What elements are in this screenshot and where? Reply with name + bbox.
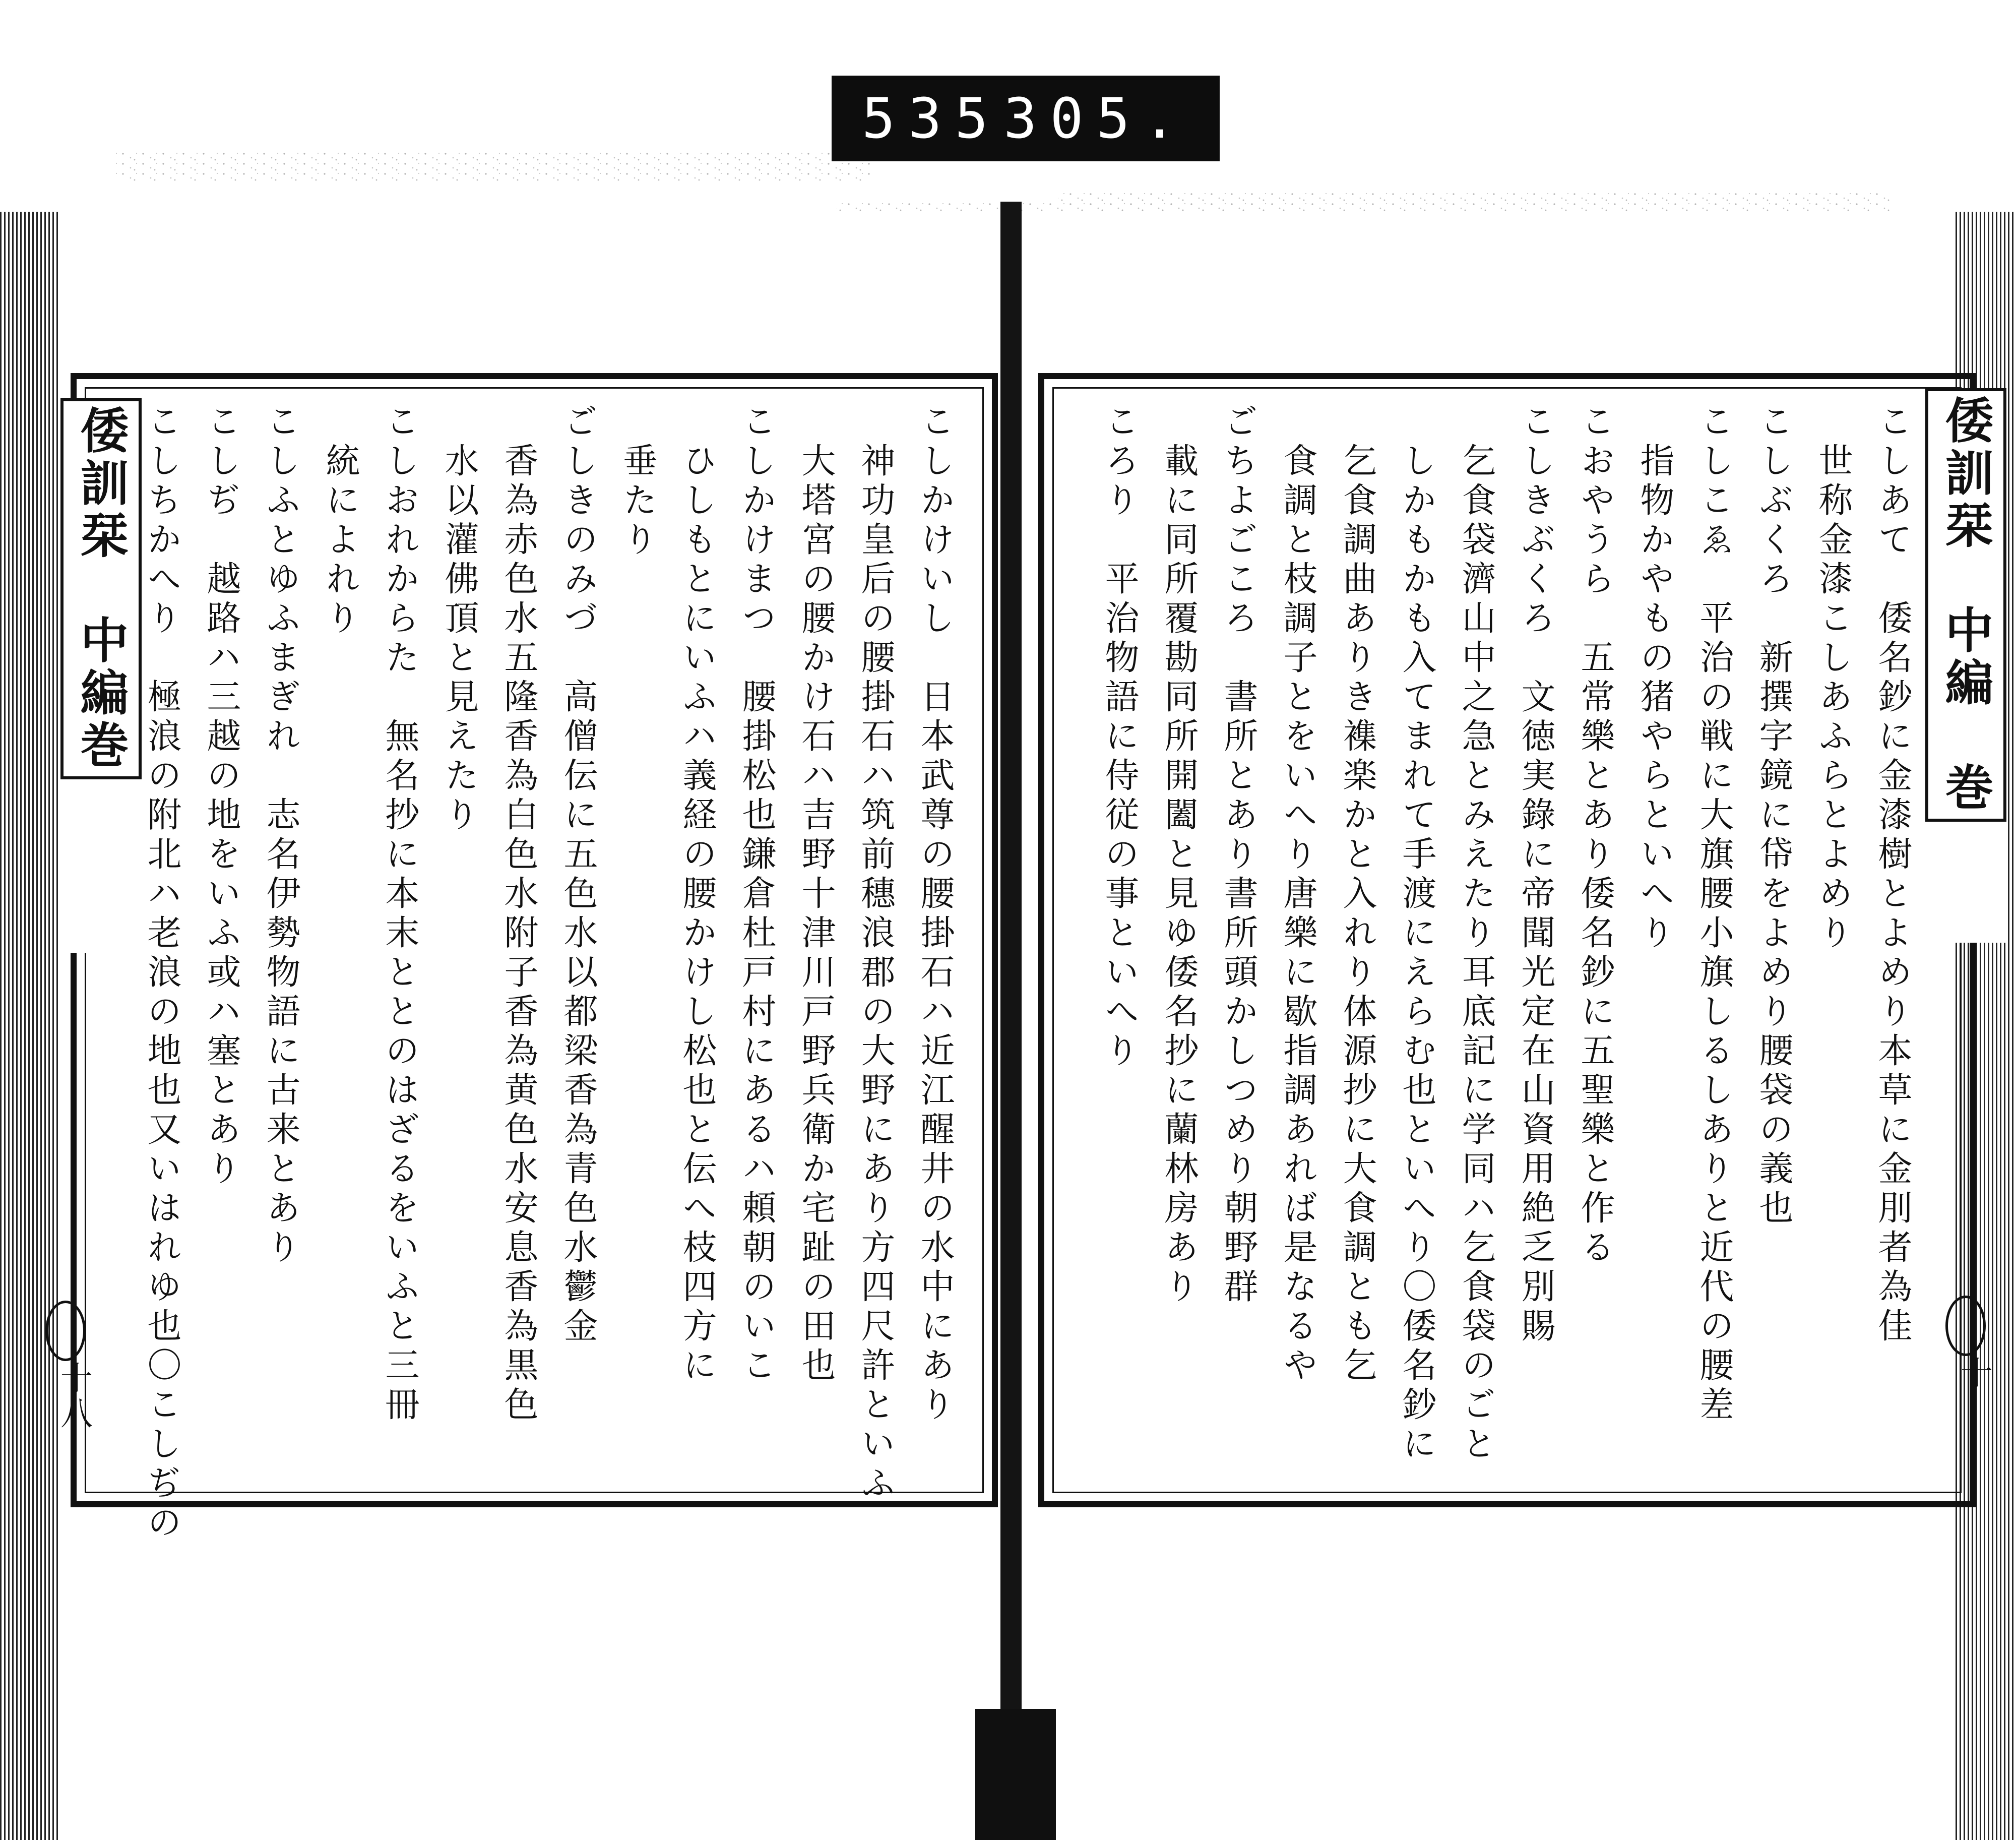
text-column: こしかけまつ 腰掛松也鎌倉杜戸村にあるハ頼朝のいこ: [736, 403, 776, 1386]
text-column: 統によれり: [320, 403, 360, 639]
text-column: しかもかも入てまれて手渡にえらむ也といへり〇倭名鈔に: [1397, 403, 1436, 1465]
page-number-tab: [832, 76, 1220, 161]
tab-left-number: 535: [862, 86, 1001, 151]
book-gutter: [1000, 202, 1022, 1840]
text-column: 食調と枝調子とをいへり唐樂に歇指調あれば是なるや: [1278, 403, 1317, 1386]
text-column: 世称金漆こしあふらとよめり: [1813, 403, 1853, 954]
text-column: こしふとゆふまぎれ 志名伊勢物語に古来とあり: [261, 403, 300, 1268]
text-column: 載に同所覆勘同所開闔と見ゆ倭名抄に蘭林房あり: [1159, 403, 1199, 1308]
right-running-title: 倭訓栞 中編 巻: [1925, 388, 2006, 943]
text-column: ころり 平治物語に侍従の事といへり: [1099, 403, 1139, 1072]
text-column: こしあて 倭名鈔に金漆樹とよめり本草に金刖者為佳: [1872, 403, 1912, 1347]
text-column: ごちよごころ 書所とあり書所頭かしつめり朝野群: [1218, 403, 1258, 1308]
text-column: こしちかへり 極浪の附北ハ老浪の地也又いはれゆ也〇こしぢの: [142, 403, 181, 1544]
text-column: こしかけいし 日本武尊の腰掛石ハ近江醒井の水中にあり: [915, 403, 955, 1426]
text-column: 垂たり: [617, 403, 657, 561]
text-column: 指物かやもの猪やらといへり: [1634, 403, 1674, 954]
right-folio-number: 十: [1955, 1356, 1992, 1391]
text-column: こしおれからた 無名抄に本末ととのはざるをいふと三冊: [380, 403, 419, 1426]
text-column: ひしもとにいふハ義経の腰かけし松也と伝へ枝四方に: [677, 403, 717, 1386]
text-column: 乞食袋濟山中之急とみえたり耳底記に学同ハ乞食袋のごと: [1456, 403, 1496, 1465]
text-column: こしぢ 越路ハ三越の地をいふ或ハ塞とあり: [201, 403, 241, 1190]
text-column: こおやうら 五常樂とあり倭名鈔に五聖樂と作る: [1575, 403, 1615, 1268]
text-column: こしこゑ 平治の戦に大旗腰小旗しるしありと近代の腰差: [1694, 403, 1734, 1426]
text-column: こしきぶくろ 文徳実錄に帝聞光定在山資用絶乏別賜: [1516, 403, 1555, 1347]
text-column: 大塔宮の腰かけ石ハ吉野十津川戸野兵衛か宅趾の田也: [796, 403, 836, 1386]
text-column: 水以灌佛頂と見えたり: [439, 403, 479, 836]
text-column: こしぶくろ 新撰字鏡に帒をよめり腰袋の義也: [1753, 403, 1793, 1229]
left-folio-mark: [45, 1301, 86, 1361]
binding-block: [975, 1709, 1056, 1840]
left-fore-edge: [0, 212, 60, 1840]
text-column: 乞食調曲ありき襍楽かと入れり体源抄に大食調とも乞: [1337, 403, 1377, 1386]
left-running-title: 倭訓栞 中編巻: [60, 398, 142, 953]
text-column: ごしきのみづ 高僧伝に五色水以都梁香為青色水鬱金: [558, 403, 598, 1347]
left-folio-number: 十八: [55, 1361, 92, 1432]
text-column: 香為赤色水五隆香為白色水附子香為黄色水安息香為黒色: [498, 403, 538, 1426]
tab-right-number: 305.: [1003, 86, 1189, 151]
right-folio-mark: [1945, 1296, 1986, 1356]
text-column: 神功皇后の腰掛石ハ筑前穗浪郡の大野にあり方四尺許といふ: [855, 403, 895, 1504]
